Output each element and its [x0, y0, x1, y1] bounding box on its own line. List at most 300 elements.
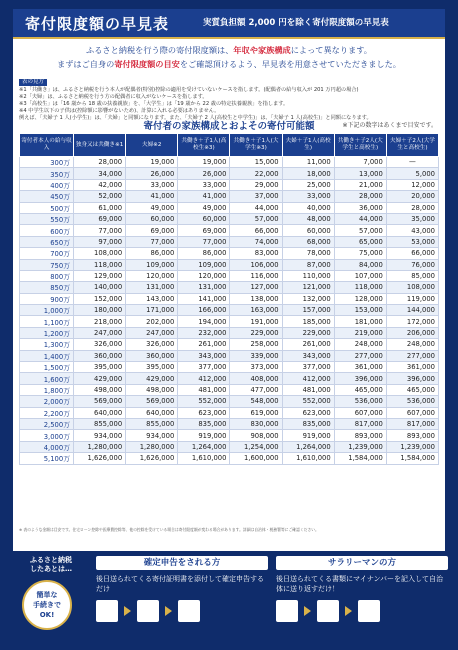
limit-cell: 919,000 — [282, 430, 334, 441]
limit-cell: 623,000 — [282, 407, 334, 418]
limit-cell: 153,000 — [334, 305, 386, 316]
table-row — [20, 225, 439, 236]
table-row — [20, 430, 439, 441]
income-cell: 2,200万 — [20, 407, 74, 418]
limit-cell: 13,000 — [334, 168, 386, 179]
limit-cell: 465,000 — [386, 384, 438, 395]
table-row — [20, 362, 439, 373]
limit-cell: 66,000 — [230, 225, 282, 236]
limit-cell: 22,000 — [230, 168, 282, 179]
table-body — [20, 157, 439, 465]
limit-cell: 481,000 — [282, 384, 334, 395]
table-row — [20, 259, 439, 270]
table-row — [20, 202, 439, 213]
limit-cell: 127,000 — [230, 282, 282, 293]
intro-line-2 — [13, 57, 445, 71]
limit-cell: 60,000 — [126, 213, 178, 224]
limit-cell: 465,000 — [334, 384, 386, 395]
heading-line: したあとは… — [30, 565, 72, 573]
limit-cell: 68,000 — [282, 236, 334, 247]
limit-cell: 20,000 — [386, 191, 438, 202]
income-cell: 1,200万 — [20, 327, 74, 338]
income-cell: 1,100万 — [20, 316, 74, 327]
tax-return-column — [96, 556, 268, 622]
intro-text — [13, 43, 445, 71]
column-header: 共働き＋子2人(大学生と高校生) — [334, 134, 386, 157]
table-row — [20, 418, 439, 429]
badge-line: 簡単な — [36, 591, 58, 599]
limit-cell: 817,000 — [334, 418, 386, 429]
limit-cell: 1,254,000 — [230, 441, 282, 452]
limit-cell: 49,000 — [178, 202, 230, 213]
table-row — [20, 179, 439, 190]
limit-cell: 107,000 — [334, 270, 386, 281]
limit-cell: 261,000 — [178, 339, 230, 350]
intro-line-1 — [13, 43, 445, 57]
limit-cell: 144,000 — [386, 305, 438, 316]
limit-cell: 19,000 — [178, 157, 230, 168]
limit-cell: 44,000 — [334, 213, 386, 224]
limit-cell: 1,280,000 — [126, 441, 178, 452]
table-row — [20, 236, 439, 247]
limit-cell: 1,600,000 — [230, 453, 282, 464]
column-header: 共働き＋子1人(大学生※3) — [230, 134, 282, 157]
limit-cell: 109,000 — [178, 259, 230, 270]
limit-cell: 552,000 — [178, 396, 230, 407]
arrow-right-icon — [124, 606, 131, 616]
income-cell: 350万 — [20, 168, 74, 179]
table-row — [20, 339, 439, 350]
limit-cell: 552,000 — [282, 396, 334, 407]
note-line: ※3「高校生」は「16 歳から 18 歳の扶養親族」を、「大学生」は「19 歳から 22 歳の特定扶養親族」を指します。 — [19, 101, 289, 107]
table-row — [20, 453, 439, 464]
table-row — [20, 396, 439, 407]
limit-cell: 83,000 — [230, 248, 282, 259]
table-row — [20, 157, 439, 168]
limit-cell: 53,000 — [386, 236, 438, 247]
income-cell: 2,000万 — [20, 396, 74, 407]
limit-cell: 377,000 — [282, 362, 334, 373]
limit-cell: 110,000 — [282, 270, 334, 281]
limit-cell: 21,000 — [334, 179, 386, 190]
limit-cell: 258,000 — [230, 339, 282, 350]
limit-cell: 191,000 — [230, 316, 282, 327]
limit-cell: 75,000 — [334, 248, 386, 259]
limit-cell: 412,000 — [178, 373, 230, 384]
income-cell: 900万 — [20, 293, 74, 304]
limit-cell: 26,000 — [178, 168, 230, 179]
limit-cell: 140,000 — [74, 282, 126, 293]
limit-cell: 37,000 — [230, 191, 282, 202]
table-row — [20, 373, 439, 384]
limit-cell: 277,000 — [386, 350, 438, 361]
limit-cell: 49,000 — [126, 202, 178, 213]
tax-return-desc: 後日送られてくる寄付証明書を添付して確定申告するだけ — [96, 575, 264, 593]
limit-cell: 77,000 — [178, 236, 230, 247]
income-cell: 1,400万 — [20, 350, 74, 361]
intro-text-part: をご確認頂けるよう、早見表を用意させていただきました。 — [179, 59, 401, 69]
limit-cell: 607,000 — [334, 407, 386, 418]
limit-cell: 118,000 — [334, 282, 386, 293]
limit-cell: 1,626,000 — [74, 453, 126, 464]
limit-cell: 835,000 — [178, 418, 230, 429]
limit-cell: 78,000 — [282, 248, 334, 259]
limit-cell: 106,000 — [230, 259, 282, 270]
how-to-read-notes — [19, 79, 439, 122]
intro-text-part: によって異なります。 — [290, 45, 372, 55]
table-row — [20, 191, 439, 202]
income-cell: 4,000万 — [20, 441, 74, 452]
limit-cell: 623,000 — [178, 407, 230, 418]
limit-cell: 25,000 — [282, 179, 334, 190]
limit-cell: 29,000 — [230, 179, 282, 190]
table-row — [20, 384, 439, 395]
limit-cell: 41,000 — [126, 191, 178, 202]
table-row — [20, 293, 439, 304]
page-title: 寄付限度額の早見表 — [25, 15, 170, 33]
salaryman-column — [276, 556, 448, 622]
limit-cell: 1,280,000 — [74, 441, 126, 452]
limit-cell: 69,000 — [126, 225, 178, 236]
limit-cell: 60,000 — [282, 225, 334, 236]
limit-cell: 36,000 — [334, 202, 386, 213]
table-row — [20, 248, 439, 259]
column-header: 寄付者本人の給与収入 — [20, 134, 74, 157]
income-cell: 300万 — [20, 157, 74, 168]
limit-cell: 229,000 — [230, 327, 282, 338]
limit-cell: 1,264,000 — [178, 441, 230, 452]
limit-cell: 830,000 — [230, 418, 282, 429]
limit-cell: 52,000 — [74, 191, 126, 202]
limit-cell: 163,000 — [230, 305, 282, 316]
arrow-right-icon — [345, 606, 352, 616]
limit-cell: 69,000 — [178, 225, 230, 236]
table-header-row — [20, 134, 439, 157]
limit-cell: 1,584,000 — [386, 453, 438, 464]
limit-cell: 396,000 — [334, 373, 386, 384]
limit-cell: 120,000 — [126, 270, 178, 281]
limit-cell: 361,000 — [334, 362, 386, 373]
limit-cell: 360,000 — [74, 350, 126, 361]
limit-cell: 18,000 — [282, 168, 334, 179]
envelope-icon — [96, 600, 118, 622]
limit-cell: 141,000 — [178, 293, 230, 304]
limit-cell: 395,000 — [126, 362, 178, 373]
limit-cell: 640,000 — [74, 407, 126, 418]
limit-cell: 1,584,000 — [334, 453, 386, 464]
badge-line: 手続きで — [33, 601, 61, 609]
limit-cell: 120,000 — [178, 270, 230, 281]
limit-cell: 498,000 — [74, 384, 126, 395]
limit-cell: 185,000 — [282, 316, 334, 327]
income-cell: 1,300万 — [20, 339, 74, 350]
arrow-right-icon — [304, 606, 311, 616]
limit-cell: 138,000 — [230, 293, 282, 304]
limit-cell: 835,000 — [282, 418, 334, 429]
income-cell: 1,600万 — [20, 373, 74, 384]
donation-limit-table — [19, 133, 439, 465]
limit-cell: 5,000 — [386, 168, 438, 179]
limit-cell: 343,000 — [282, 350, 334, 361]
limit-cell: 536,000 — [334, 396, 386, 407]
limit-cell: 395,000 — [74, 362, 126, 373]
limit-cell: 277,000 — [334, 350, 386, 361]
limit-cell: 143,000 — [126, 293, 178, 304]
limit-cell: 218,000 — [74, 316, 126, 327]
income-cell: 750万 — [20, 259, 74, 270]
note-line: ※1「共働き」は、ふるさと納税を行う本人が配偶者(特別)控除の適用を受けていないケースを指します。(配偶者の給与収入が 201 万円超の場合) — [19, 87, 359, 93]
limit-cell: 121,000 — [282, 282, 334, 293]
tax-office-icon — [178, 600, 200, 622]
mailbox-icon — [358, 600, 380, 622]
table-row — [20, 168, 439, 179]
column-header: 夫婦※2 — [126, 134, 178, 157]
limit-cell: 934,000 — [126, 430, 178, 441]
limit-cell: 33,000 — [178, 179, 230, 190]
limit-cell: 77,000 — [126, 236, 178, 247]
salaryman-steps — [276, 600, 448, 622]
table-row — [20, 407, 439, 418]
footnote: ※ 表のような金額は目安です。住宅ローン控除や医療費控除等、他の控除を受けている場合は寄付限度額が変わる場合があります。詳細は自治体・税務署等にご確認ください。 — [19, 527, 319, 532]
table-row — [20, 316, 439, 327]
limit-cell: 1,610,000 — [282, 453, 334, 464]
limit-cell: 429,000 — [126, 373, 178, 384]
limit-cell: 206,000 — [386, 327, 438, 338]
limit-cell: 412,000 — [282, 373, 334, 384]
limit-cell: 429,000 — [74, 373, 126, 384]
mynumber-card-icon — [317, 600, 339, 622]
limit-cell: 326,000 — [74, 339, 126, 350]
tax-return-steps — [96, 600, 268, 622]
income-cell: 5,100万 — [20, 453, 74, 464]
limit-cell: 108,000 — [74, 248, 126, 259]
limit-cell: 40,000 — [282, 202, 334, 213]
after-donation-heading — [12, 556, 90, 574]
limit-cell: 152,000 — [74, 293, 126, 304]
limit-cell: 855,000 — [126, 418, 178, 429]
limit-cell: 607,000 — [386, 407, 438, 418]
limit-cell: 343,000 — [178, 350, 230, 361]
intro-text-part: まずはご自身の — [57, 59, 115, 69]
limit-cell: 35,000 — [386, 213, 438, 224]
income-cell: 1,000万 — [20, 305, 74, 316]
table-row — [20, 441, 439, 452]
limit-cell: 919,000 — [178, 430, 230, 441]
limit-cell: 934,000 — [74, 430, 126, 441]
table-row — [20, 282, 439, 293]
limit-cell: 108,000 — [386, 282, 438, 293]
limit-cell: 396,000 — [386, 373, 438, 384]
limit-cell: 893,000 — [386, 430, 438, 441]
limit-cell: 77,000 — [74, 225, 126, 236]
limit-cell: 202,000 — [126, 316, 178, 327]
table-title: 寄付者の家族構成とおよその寄付可能額 — [143, 121, 315, 132]
limit-cell: 181,000 — [334, 316, 386, 327]
column-header: 夫婦＋子2人(大学生と高校生) — [386, 134, 438, 157]
limit-cell: 33,000 — [282, 191, 334, 202]
limit-cell: 157,000 — [282, 305, 334, 316]
limit-cell: 57,000 — [230, 213, 282, 224]
page-subtitle: 実質負担額 2,000 円を除く寄付限度額の早見表 — [203, 18, 389, 28]
limit-cell: 1,239,000 — [334, 441, 386, 452]
limit-cell: 326,000 — [126, 339, 178, 350]
limit-cell: 42,000 — [74, 179, 126, 190]
limit-cell: 640,000 — [126, 407, 178, 418]
limit-cell: 97,000 — [74, 236, 126, 247]
table-row — [20, 213, 439, 224]
header-bar — [13, 9, 445, 39]
limit-cell: 65,000 — [334, 236, 386, 247]
salaryman-title: サラリーマンの方 — [276, 556, 448, 570]
envelope-icon — [276, 600, 298, 622]
salaryman-desc: 後日送られてくる書類にマイナンバーを記入して自治体に送り返すだけ！ — [276, 575, 444, 593]
after-donation-section — [0, 556, 458, 650]
limit-cell: 87,000 — [282, 259, 334, 270]
income-cell: 550万 — [20, 213, 74, 224]
limit-cell: 619,000 — [230, 407, 282, 418]
limit-cell: 232,000 — [178, 327, 230, 338]
income-cell: 3,000万 — [20, 430, 74, 441]
limit-cell: 166,000 — [178, 305, 230, 316]
income-cell: 450万 — [20, 191, 74, 202]
limit-cell: 172,000 — [386, 316, 438, 327]
easy-procedure-badge — [22, 580, 72, 630]
limit-cell: 7,000 — [334, 157, 386, 168]
limit-cell: 28,000 — [74, 157, 126, 168]
income-cell: 1,500万 — [20, 362, 74, 373]
limit-cell: 19,000 — [126, 157, 178, 168]
limit-cell: 43,000 — [386, 225, 438, 236]
notes-tag: 表の見方 — [19, 79, 47, 86]
table-note: ※下記の数字はあくまで目安です。 — [342, 122, 437, 129]
limit-cell: 247,000 — [74, 327, 126, 338]
limit-cell: 248,000 — [386, 339, 438, 350]
limit-cell: 131,000 — [178, 282, 230, 293]
table-row — [20, 270, 439, 281]
limit-cell: 360,000 — [126, 350, 178, 361]
limit-cell: 69,000 — [74, 213, 126, 224]
income-cell: 600万 — [20, 225, 74, 236]
limit-cell: 377,000 — [178, 362, 230, 373]
tax-return-title: 確定申告をされる方 — [96, 556, 268, 570]
limit-cell: 118,000 — [74, 259, 126, 270]
limit-cell: 57,000 — [334, 225, 386, 236]
limit-cell: 15,000 — [230, 157, 282, 168]
limit-cell: 109,000 — [126, 259, 178, 270]
limit-cell: 408,000 — [230, 373, 282, 384]
column-header: 独身又は共働き※1 — [74, 134, 126, 157]
limit-cell: 817,000 — [386, 418, 438, 429]
income-cell: 1,800万 — [20, 384, 74, 395]
limit-cell: 26,000 — [126, 168, 178, 179]
column-header: 夫婦＋子1人(高校生) — [282, 134, 334, 157]
table-row — [20, 327, 439, 338]
income-cell: 850万 — [20, 282, 74, 293]
limit-cell: 569,000 — [74, 396, 126, 407]
limit-cell: 129,000 — [74, 270, 126, 281]
limit-cell: 74,000 — [230, 236, 282, 247]
limit-cell: 1,610,000 — [178, 453, 230, 464]
limit-cell: 548,000 — [230, 396, 282, 407]
limit-cell: 855,000 — [74, 418, 126, 429]
limit-cell: 76,000 — [386, 259, 438, 270]
income-cell: 400万 — [20, 179, 74, 190]
limit-cell: 569,000 — [126, 396, 178, 407]
table-row — [20, 305, 439, 316]
income-cell: 800万 — [20, 270, 74, 281]
note-line: ※4 中学生以下の子供は(控除額に影響がないため)、計算に入れる必要はありません。 — [19, 108, 220, 114]
limit-cell: 477,000 — [230, 384, 282, 395]
limit-cell: 373,000 — [230, 362, 282, 373]
limit-cell: 194,000 — [178, 316, 230, 327]
income-cell: 500万 — [20, 202, 74, 213]
limit-cell: 119,000 — [386, 293, 438, 304]
limit-cell: 536,000 — [386, 396, 438, 407]
income-cell: 650万 — [20, 236, 74, 247]
limit-cell: 66,000 — [386, 248, 438, 259]
limit-cell: 86,000 — [178, 248, 230, 259]
intro-highlight: 寄付限度額の目安 — [114, 59, 180, 69]
limit-cell: 61,000 — [74, 202, 126, 213]
limit-cell: 171,000 — [126, 305, 178, 316]
limit-cell: 28,000 — [386, 202, 438, 213]
limit-cell: 339,000 — [230, 350, 282, 361]
limit-cell: 1,239,000 — [386, 441, 438, 452]
limit-cell: 131,000 — [126, 282, 178, 293]
limit-cell: 481,000 — [178, 384, 230, 395]
limit-cell: 44,000 — [230, 202, 282, 213]
limit-cell: 180,000 — [74, 305, 126, 316]
limit-cell: 28,000 — [334, 191, 386, 202]
limit-cell: 908,000 — [230, 430, 282, 441]
limit-cell: 1,264,000 — [282, 441, 334, 452]
intro-highlight: 年収や家族構成 — [233, 45, 291, 55]
limit-cell: 86,000 — [126, 248, 178, 259]
limit-cell: 261,000 — [282, 339, 334, 350]
limit-cell: 85,000 — [386, 270, 438, 281]
limit-cell: 219,000 — [334, 327, 386, 338]
limit-cell: 116,000 — [230, 270, 282, 281]
arrow-right-icon — [165, 606, 172, 616]
limit-cell: 33,000 — [126, 179, 178, 190]
limit-cell: 12,000 — [386, 179, 438, 190]
limit-cell: 1,626,000 — [126, 453, 178, 464]
limit-cell: 132,000 — [282, 293, 334, 304]
limit-cell: 48,000 — [282, 213, 334, 224]
note-line: ※2「夫婦」は、ふるさと納税を行う方の配偶者に収入がないケースを指します。 — [19, 94, 208, 100]
income-cell: 700万 — [20, 248, 74, 259]
intro-text-part: ふるさと納税を行う際の寄付限度額は、 — [86, 45, 234, 55]
limit-cell: 11,000 — [282, 157, 334, 168]
limit-cell: 229,000 — [282, 327, 334, 338]
limit-cell: 60,000 — [178, 213, 230, 224]
limit-cell: 34,000 — [74, 168, 126, 179]
limit-cell: 84,000 — [334, 259, 386, 270]
income-cell: 2,500万 — [20, 418, 74, 429]
limit-cell: 248,000 — [334, 339, 386, 350]
table-row — [20, 350, 439, 361]
limit-cell: 361,000 — [386, 362, 438, 373]
heading-line: ふるさと納税 — [30, 556, 72, 564]
chart-sheet — [13, 9, 445, 551]
document-icon — [137, 600, 159, 622]
limit-cell: — — [386, 157, 438, 168]
limit-cell: 893,000 — [334, 430, 386, 441]
limit-cell: 128,000 — [334, 293, 386, 304]
limit-cell: 247,000 — [126, 327, 178, 338]
limit-cell: 41,000 — [178, 191, 230, 202]
limit-cell: 498,000 — [126, 384, 178, 395]
